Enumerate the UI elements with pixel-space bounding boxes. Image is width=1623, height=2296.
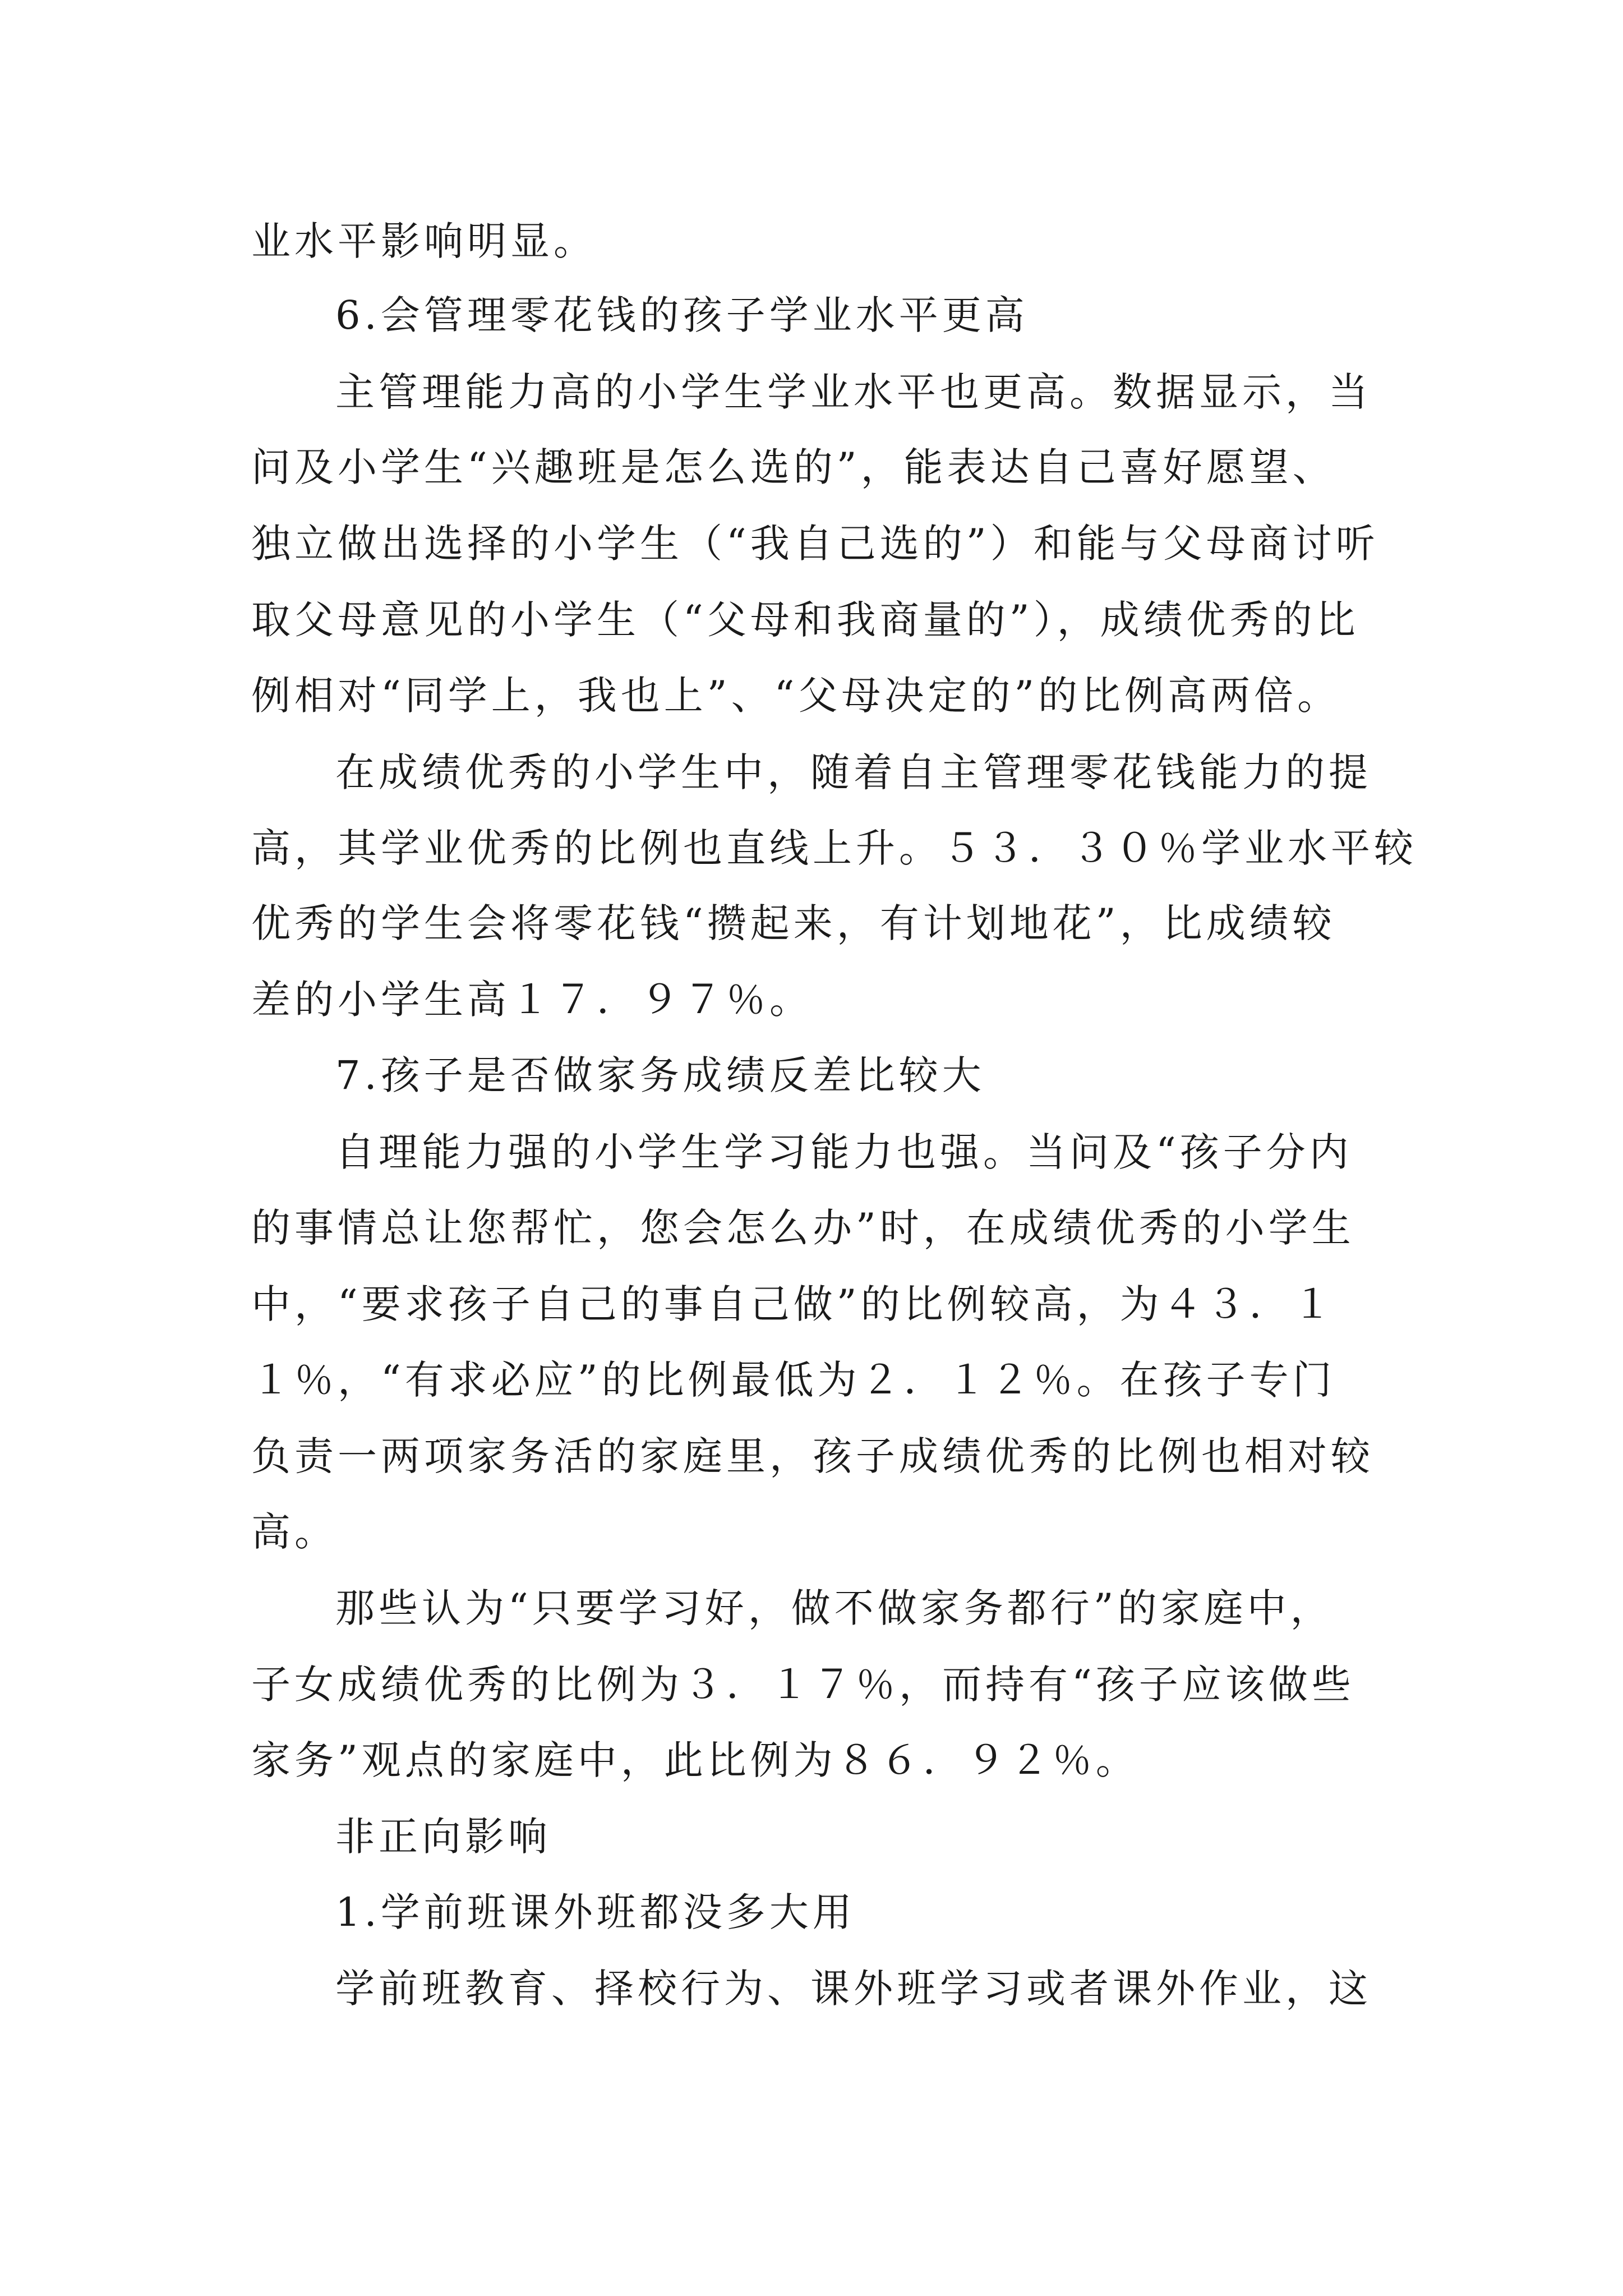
subsection-heading-1: 1.学前班课外班都没多大用: [335, 1889, 856, 1935]
paragraph-line: 问及小学生“兴趣班是怎么选的”，能表达自己喜好愿望、: [251, 444, 1336, 490]
paragraph-continuation-line: 业水平影响明显。: [251, 218, 597, 264]
paragraph-line: 负责一两项家务活的家庭里，孩子成绩优秀的比例也相对较: [251, 1433, 1374, 1479]
paragraph-line: 高，其学业优秀的比例也直线上升。５３．３０％学业水平较: [251, 825, 1417, 871]
section-heading: 非正向影响: [335, 1814, 551, 1860]
paragraph-line: 取父母意见的小学生（“父母和我商量的”），成绩优秀的比: [251, 597, 1359, 643]
section-heading-7: 7.孩子是否做家务成绩反差比较大: [335, 1052, 985, 1098]
paragraph-line: 在成绩优秀的小学生中，随着自主管理零花钱能力的提: [335, 749, 1372, 795]
paragraph-line: 家务”观点的家庭中，此比例为８６．９２％。: [251, 1737, 1139, 1783]
paragraph-line: １％，“有求必应”的比例最低为２．１２％。在孩子专门: [251, 1357, 1336, 1403]
paragraph-line: 学前班教育、择校行为、课外班学习或者课外作业，这: [335, 1966, 1372, 2012]
paragraph-line: 子女成绩优秀的比例为３．１７％，而持有“孩子应该做些: [251, 1662, 1355, 1708]
paragraph-line: 独立做出选择的小学生（“我自己选的”）和能与父母商讨听: [251, 521, 1379, 567]
paragraph-line: 那些认为“只要学习好，做不做家务都行”的家庭中，: [335, 1585, 1334, 1631]
paragraph-line: 例相对“同学上，我也上”、“父母决定的”的比例高两倍。: [251, 673, 1341, 719]
paragraph-line: 差的小学生高１７．９７％。: [251, 977, 813, 1023]
paragraph-line: 自理能力强的小学生学习能力也强。当问及“孩子分内: [335, 1129, 1353, 1175]
paragraph-line: 优秀的学生会将零花钱“攒起来，有计划地花”，比成绩较: [251, 900, 1336, 946]
paragraph-line: 的事情总让您帮忙，您会怎么办”时，在成绩优秀的小学生: [251, 1205, 1355, 1251]
paragraph-line: 主管理能力高的小学生学业水平也更高。数据显示，当: [335, 369, 1372, 415]
paragraph-line: 中，“要求孩子自己的事自己做”的比例较高，为４３．１: [251, 1281, 1336, 1327]
section-heading-6: 6.会管理零花钱的孩子学业水平更高: [335, 292, 1029, 338]
paragraph-line: 高。: [251, 1509, 338, 1555]
